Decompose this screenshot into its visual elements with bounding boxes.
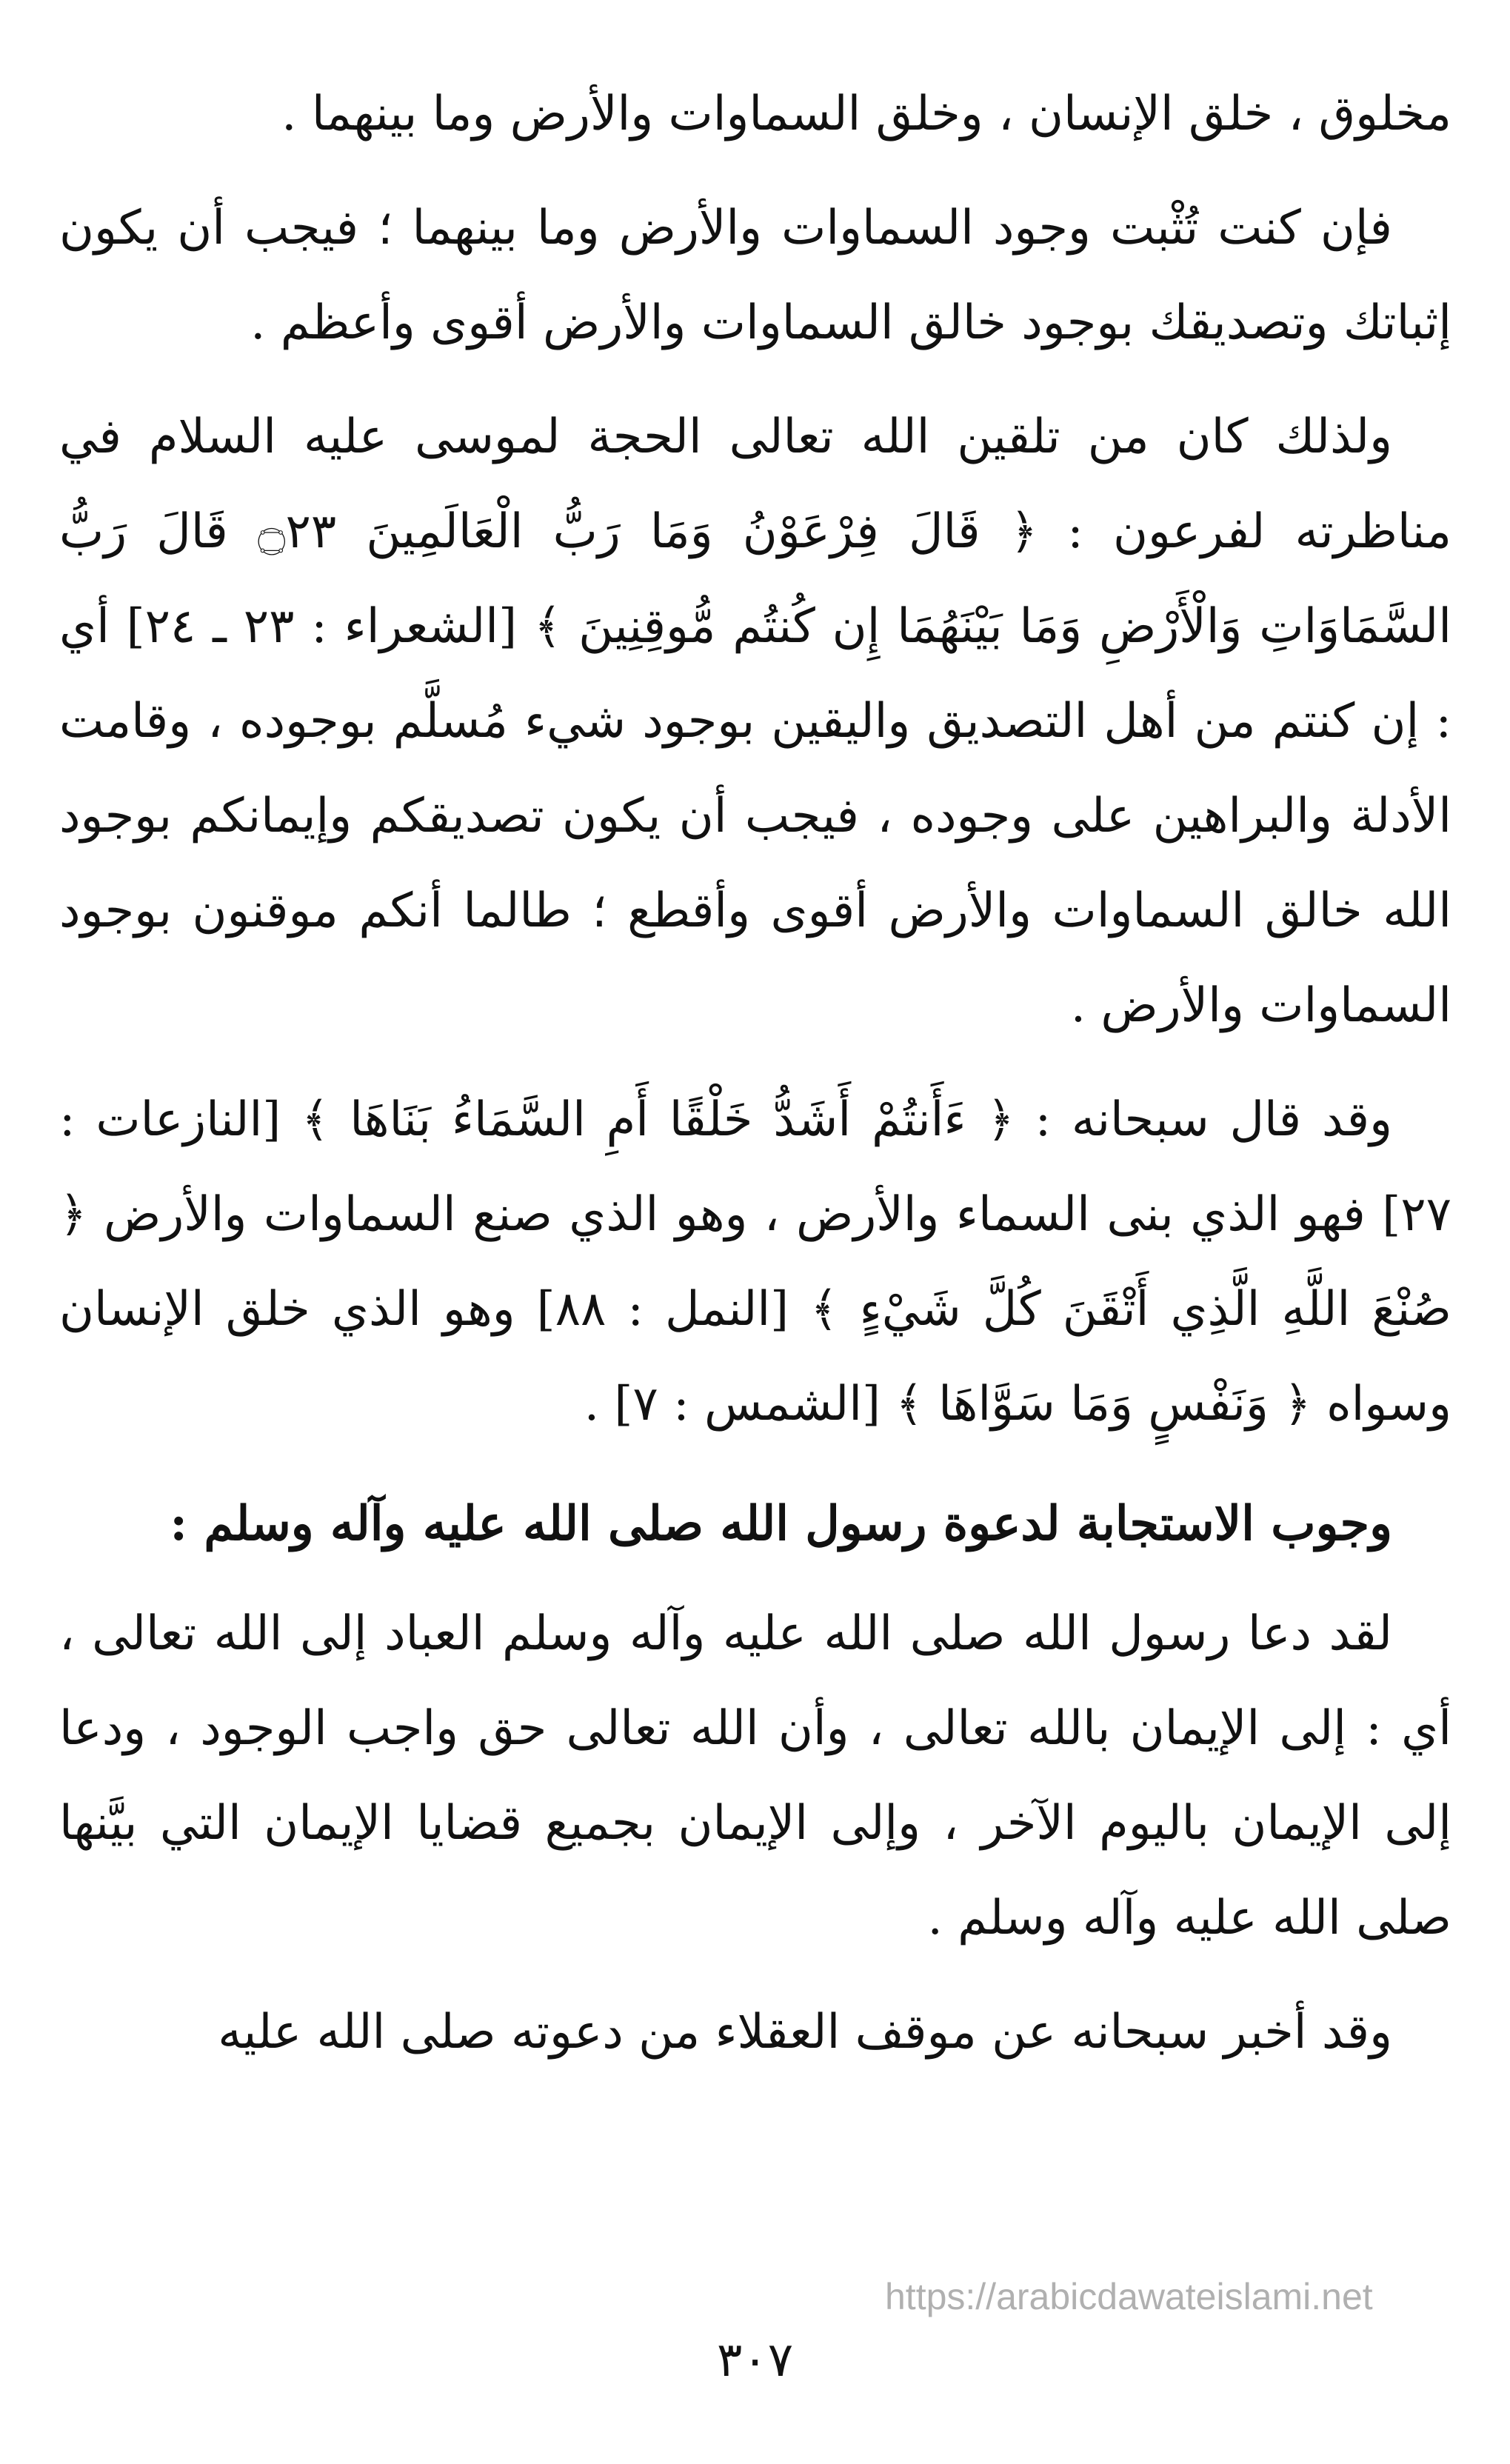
page-body [59, 67, 1451, 2099]
paragraph-4 [59, 1072, 1451, 1452]
paragraph-5 [59, 1586, 1451, 1966]
paragraph-text: ولذلك كان من تلقين الله تعالى الحجة لموسى عليه السلام في مناظرته لفرعون : ﴿ قَالَ فِرْعَوْنُ وَمَا رَبُّ الْعَالَمِينَ ۝٢٣ قَالَ رَبُّ السَّمَاوَاتِ وَالْأَرْضِ وَمَا بَيْنَهُمَا إِن كُنتُم مُّوقِنِينَ ﴾ [الشعراء : ٢٣ ـ ٢٤] أي : إن كنتم من أهل التصديق واليقين بوجود شيء مُسلَّم بوجوده ، وقامت الأدلة والبراهين على وجوده ، فيجب أن يكون تصديقكم وإيمانكم بوجود الله خالق السماوات والأرض أقوى وأقطع ؛ طالما أنكم موقنون بوجود السماوات والأرض . [59, 410, 1452, 1033]
paragraph-text: مخلوق ، خلق الإنسان ، وخلق السماوات والأرض وما بينهما . [281, 87, 1451, 141]
site-watermark: https://arabicdawateislami.net [885, 2276, 1373, 2317]
paragraph-3 [59, 390, 1451, 1053]
paragraph-text: وقد أخبر سبحانه عن موقف العقلاء من دعوته صلى الله عليه [218, 2005, 1392, 2060]
paragraph-text: لقد دعا رسول الله صلى الله عليه وآله وسلم العباد إلى الله تعالى ، أي : إلى الإيمان بالله تعالى ، وأن الله تعالى حق واجب الوجود ، ودعا إلى الإيمان باليوم الآخر ، وإلى الإيمان بجميع قضايا الإيمان التي بيَّنها صلى الله عليه وآله وسلم . [59, 1606, 1452, 1946]
paragraph-2 [59, 181, 1451, 370]
page-number: ٣٠٧ [716, 2333, 794, 2388]
paragraph-text: وقد قال سبحانه : ﴿ ءَأَنتُمْ أَشَدُّ خَلْقًا أَمِ السَّمَاءُ بَنَاهَا ﴾ [النازعات : ٢٧] فهو الذي بنى السماء والأرض ، وهو الذي صنع السماوات والأرض ﴿ صُنْعَ اللَّهِ الَّذِي أَتْقَنَ كُلَّ شَيْءٍ ﴾ [النمل : ٨٨] وهو الذي خلق الإنسان وسواه ﴿ وَنَفْسٍ وَمَا سَوَّاهَا ﴾ [الشمس : ٧] . [59, 1092, 1452, 1432]
paragraph-text: فإن كنت تُثْبت وجود السماوات والأرض وما بينهما ؛ فيجب أن يكون إثباتك وتصديقك بوجود خالق السماوات والأرض أقوى وأعظم . [59, 201, 1451, 350]
section-heading: وجوب الاستجابة لدعوة رسول الله صلى الله عليه وآله وسلم : [170, 1496, 1392, 1552]
paragraph-6 [59, 1985, 1451, 2080]
paragraph-1 [59, 67, 1451, 161]
